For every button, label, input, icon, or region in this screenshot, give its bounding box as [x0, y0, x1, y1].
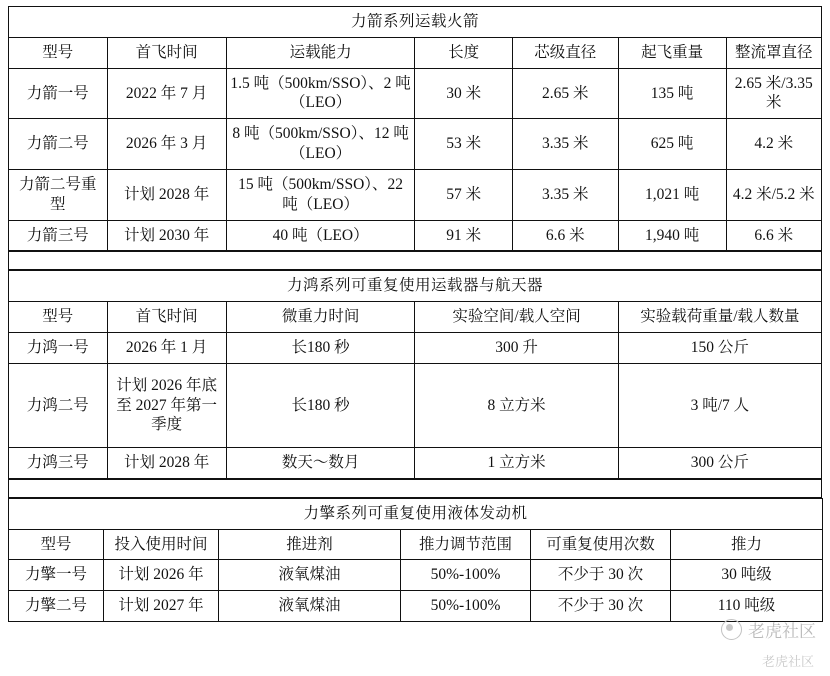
watermark-secondary: 老虎社区 [761, 654, 814, 669]
column-header-thrust: 推力 [671, 529, 823, 560]
cell-first-flight: 2026 年 1 月 [107, 333, 226, 364]
cell-space: 8 立方米 [415, 363, 618, 447]
tiger-logo-icon [721, 619, 742, 640]
cell-capacity: 15 吨（500km/SSO）、22 吨（LEO） [226, 169, 415, 220]
cell-core-diameter: 3.35 米 [512, 169, 618, 220]
cell-first-flight: 计划 2028 年 [107, 447, 226, 478]
cell-core-diameter: 6.6 米 [512, 220, 618, 251]
column-header-microgravity-time: 微重力时间 [226, 302, 415, 333]
cell-takeoff-weight: 1,940 吨 [618, 220, 726, 251]
cell-space: 1 立方米 [415, 447, 618, 478]
cell-first-flight: 计划 2028 年 [107, 169, 226, 220]
cell-core-diameter: 2.65 米 [512, 68, 618, 119]
cell-in-service: 计划 2026 年 [104, 560, 219, 591]
cell-payload: 300 公斤 [618, 447, 821, 478]
table-reusable-vehicles [8, 270, 822, 478]
cell-reuse-count: 不少于 30 次 [531, 591, 671, 622]
cell-model: 力鸿一号 [9, 333, 108, 364]
cell-throttle-range: 50%-100% [401, 560, 531, 591]
column-header-throttle-range: 推力调节范围 [401, 529, 531, 560]
cell-capacity: 40 吨（LEO） [226, 220, 415, 251]
cell-space: 300 升 [415, 333, 618, 364]
table-row [9, 447, 822, 478]
cell-length: 91 米 [415, 220, 512, 251]
column-header-length: 长度 [415, 37, 512, 68]
cell-thrust: 30 吨级 [671, 560, 823, 591]
table-header-row [9, 37, 822, 68]
cell-takeoff-weight: 625 吨 [618, 119, 726, 170]
spacer-table-2 [8, 479, 822, 498]
column-header-model: 型号 [9, 529, 104, 560]
cell-length: 57 米 [415, 169, 512, 220]
section-title: 力擎系列可重复使用液体发动机 [9, 498, 823, 529]
column-header-core-diameter: 芯级直径 [512, 37, 618, 68]
cell-thrust: 110 吨级 [671, 591, 823, 622]
cell-first-flight: 2022 年 7 月 [107, 68, 226, 119]
cell-model: 力鸿三号 [9, 447, 108, 478]
cell-length: 30 米 [415, 68, 512, 119]
cell-first-flight: 2026 年 3 月 [107, 119, 226, 170]
column-header-space: 实验空间/载人空间 [415, 302, 618, 333]
cell-takeoff-weight: 135 吨 [618, 68, 726, 119]
table-row [9, 363, 822, 447]
cell-model: 力箭三号 [9, 220, 108, 251]
cell-model: 力箭二号重型 [9, 169, 108, 220]
column-header-reuse-count: 可重复使用次数 [531, 529, 671, 560]
column-header-in-service: 投入使用时间 [104, 529, 219, 560]
cell-model: 力鸿二号 [9, 363, 108, 447]
column-header-model: 型号 [9, 302, 108, 333]
spacer-table-1 [8, 251, 822, 270]
column-header-first-flight: 首飞时间 [107, 37, 226, 68]
cell-model: 力箭一号 [9, 68, 108, 119]
cell-core-diameter: 3.35 米 [512, 119, 618, 170]
cell-fairing-diameter: 6.6 米 [726, 220, 821, 251]
column-header-payload: 实验载荷重量/载人数量 [618, 302, 821, 333]
table-row [9, 591, 823, 622]
cell-capacity: 8 吨（500km/SSO）、12 吨（LEO） [226, 119, 415, 170]
column-header-fairing-diameter: 整流罩直径 [726, 37, 821, 68]
cell-payload: 150 公斤 [618, 333, 821, 364]
cell-takeoff-weight: 1,021 吨 [618, 169, 726, 220]
table-engines [8, 498, 823, 622]
cell-first-flight: 计划 2026 年底至 2027 年第一季度 [107, 363, 226, 447]
cell-payload: 3 吨/7 人 [618, 363, 821, 447]
watermark-text: 老虎社区 [748, 622, 816, 641]
cell-propellant: 液氧煤油 [219, 560, 401, 591]
section-title: 力箭系列运载火箭 [9, 7, 822, 38]
column-header-first-flight: 首飞时间 [107, 302, 226, 333]
section-title-row [9, 498, 823, 529]
cell-throttle-range: 50%-100% [401, 591, 531, 622]
cell-in-service: 计划 2027 年 [104, 591, 219, 622]
column-header-propellant: 推进剂 [219, 529, 401, 560]
table-row [9, 119, 822, 170]
table-row [9, 333, 822, 364]
column-header-capacity: 运载能力 [226, 37, 415, 68]
table-row [9, 220, 822, 251]
cell-model: 力擎二号 [9, 591, 104, 622]
cell-model: 力箭二号 [9, 119, 108, 170]
cell-length: 53 米 [415, 119, 512, 170]
cell-microgravity-time: 长180 秒 [226, 363, 415, 447]
section-title-row [9, 271, 822, 302]
column-header-model: 型号 [9, 37, 108, 68]
table-header-row [9, 529, 823, 560]
table-row [9, 169, 822, 220]
cell-fairing-diameter: 4.2 米 [726, 119, 821, 170]
table-row [9, 560, 823, 591]
cell-microgravity-time: 数天～数月 [226, 447, 415, 478]
cell-capacity: 1.5 吨（500km/SSO）、2 吨（LEO） [226, 68, 415, 119]
cell-fairing-diameter: 4.2 米/5.2 米 [726, 169, 821, 220]
cell-first-flight: 计划 2030 年 [107, 220, 226, 251]
cell-propellant: 液氧煤油 [219, 591, 401, 622]
section-title-row [9, 7, 822, 38]
table-row [9, 68, 822, 119]
table-header-row [9, 302, 822, 333]
section-title: 力鸿系列可重复使用运载器与航天器 [9, 271, 822, 302]
table-rockets [8, 6, 822, 251]
cell-fairing-diameter: 2.65 米/3.35 米 [726, 68, 821, 119]
cell-microgravity-time: 长180 秒 [226, 333, 415, 364]
column-header-takeoff-weight: 起飞重量 [618, 37, 726, 68]
cell-reuse-count: 不少于 30 次 [531, 560, 671, 591]
cell-model: 力擎一号 [9, 560, 104, 591]
